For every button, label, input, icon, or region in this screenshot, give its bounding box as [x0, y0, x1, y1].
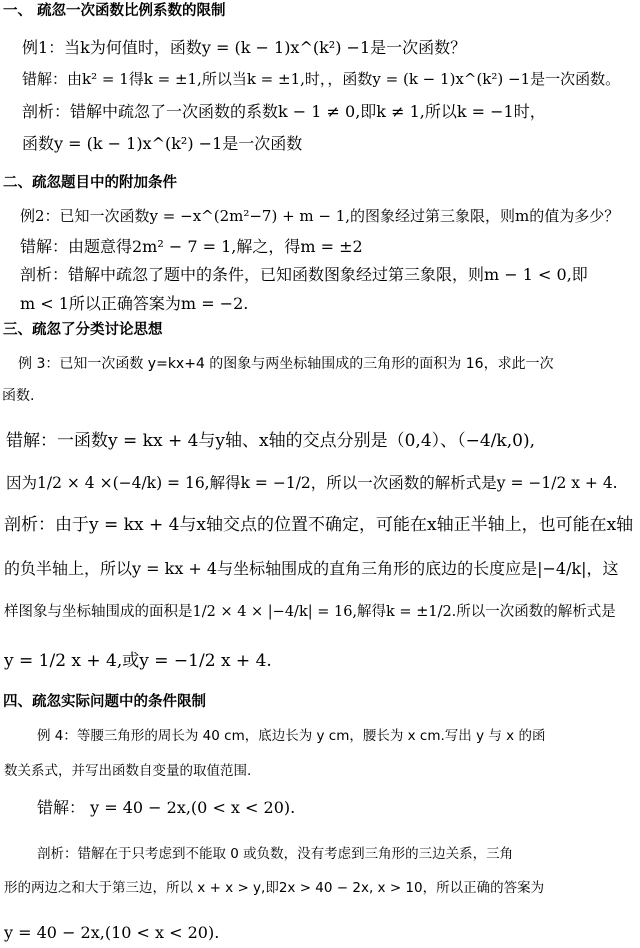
example-3-answer: y = 1/2 x + 4,或y = −1/2 x + 4. — [4, 651, 272, 671]
example-1-analysis: 剖析：错解中疏忽了一次函数的系数k − 1 ≠ 0,即k ≠ 1,所以k = −1时， — [22, 102, 546, 121]
example-3-question: 例 3：已知一次函数 y=kx+4 的图象与两坐标轴围成的三角形的面积为 16，求此一次 — [18, 356, 554, 372]
example-1-question: 例1：当k为何值时，函数y = (k − 1)x^(k²) −1是一次函数？ — [22, 38, 467, 57]
example-4-analysis-cont: 形的两边之和大于第三边，所以 x + x > y,即2x > 40 − 2x, x > 10，所以正确的答案为 — [4, 880, 545, 896]
example-3-analysis: 剖析：由于y = kx + 4与x轴交点的位置不确定，可能在x轴正半轴上，也可能在x轴 — [4, 515, 634, 535]
example-3-wrong-solution-cont: 因为1/2 × 4 ×(−4/k) = 16,解得k = −1/2，所以一次函数的解析式是y = −1/2 x + 4. — [6, 474, 618, 492]
example-2-wrong-solution: 错解：由题意得2m² − 7 = 1,解之，得m = ±2 — [20, 237, 363, 256]
section-heading: 三、疏忽了分类讨论思想 — [3, 322, 163, 338]
example-2-analysis: 剖析：错解中疏忽了题中的条件，已知函数图象经过第三象限，则m − 1 < 0,即 — [20, 265, 588, 284]
example-2-question: 例2：已知一次函数y = −x^(2m²−7) + m − 1,的图象经过第三象限，则m的值为多少？ — [20, 207, 620, 225]
example-4-analysis: 剖析：错解在于只考虑到不能取 0 或负数，没有考虑到三角形的三边关系，三角 — [37, 846, 514, 862]
section-heading: 四、疏忽实际问题中的条件限制 — [3, 694, 206, 710]
example-1-wrong-solution: 错解：由k² = 1得k = ±1,所以当k = ±1,时，，函数y = (k − 1)x^(k²) −1是一次函数。 — [22, 70, 621, 88]
example-3-analysis-cont: 的负半轴上，所以y = kx + 4与坐标轴围成的直角三角形的底边的长度应是|−4/k|，这 — [4, 559, 619, 578]
example-4-question-cont: 数关系式，并写出函数自变量的取值范围. — [4, 763, 252, 779]
example-3-analysis-cont: 样图象与坐标轴围成的面积是1/2 × 4 × |−4/k| = 16,解得k = ±1/2.所以一次函数的解析式是 — [4, 604, 616, 620]
section-heading: 二、疏忽题目中的附加条件 — [3, 175, 177, 191]
example-4-question: 例 4：等腰三角形的周长为 40 cm，底边长为 y cm，腰长为 x cm.写出 y 与 x 的函 — [37, 728, 546, 744]
example-2-conclusion: m < 1所以正确答案为m = −2. — [20, 294, 249, 313]
example-3-question-cont: 函数. — [2, 388, 35, 404]
example-3-wrong-solution: 错解：一函数y = kx + 4与y轴、x轴的交点分别是（0,4）、（−4/k,0), — [6, 431, 535, 451]
section-heading: 一、 疏忽一次函数比例系数的限制 — [3, 3, 226, 19]
example-4-answer: y = 40 − 2x,(10 < x < 20). — [4, 923, 220, 942]
example-1-conclusion: 函数y = (k − 1)x^(k²) −1是一次函数 — [22, 134, 303, 153]
example-4-wrong-solution: 错解： y = 40 − 2x,(0 < x < 20). — [37, 798, 296, 817]
